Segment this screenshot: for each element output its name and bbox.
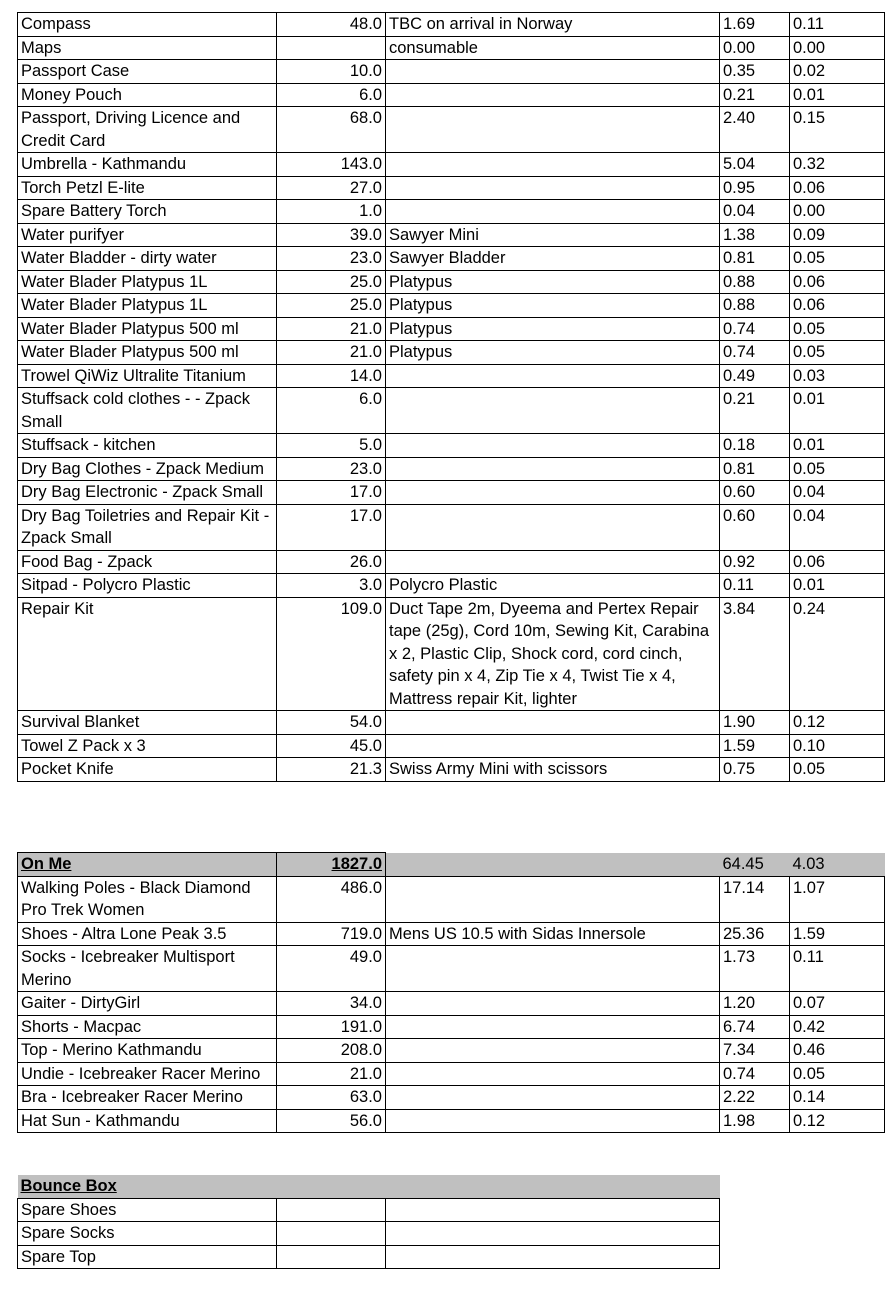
notes: Sawyer Bladder xyxy=(386,247,720,271)
item-name: Water Blader Platypus 500 ml xyxy=(18,317,277,341)
oz-value: 25.36 xyxy=(720,922,790,946)
table-row xyxy=(18,364,885,388)
oz-value: 7.34 xyxy=(720,1039,790,1063)
weight-value: 21.0 xyxy=(277,317,386,341)
oz-value: 0.74 xyxy=(720,341,790,365)
table-row xyxy=(18,13,885,37)
notes xyxy=(386,1222,720,1246)
lb-value: 1.59 xyxy=(790,922,885,946)
notes xyxy=(386,504,720,550)
table-row xyxy=(18,481,885,505)
table-row xyxy=(18,876,885,922)
lb-value: 0.05 xyxy=(790,758,885,782)
weight-value: 49.0 xyxy=(277,946,386,992)
lb-value: 0.46 xyxy=(790,1039,885,1063)
on-me-oz: 64.45 xyxy=(720,853,790,877)
oz-value: 1.59 xyxy=(720,734,790,758)
oz-value: 0.18 xyxy=(720,434,790,458)
item-name: Spare Socks xyxy=(18,1222,277,1246)
notes xyxy=(386,481,720,505)
on-me-table xyxy=(17,852,885,1133)
table-row xyxy=(18,153,885,177)
weight-value: 27.0 xyxy=(277,176,386,200)
table-row xyxy=(18,36,885,60)
on-me-blank xyxy=(386,853,720,877)
notes xyxy=(386,153,720,177)
lb-value: 0.01 xyxy=(790,574,885,598)
table-row xyxy=(18,60,885,84)
on-me-title: On Me xyxy=(18,853,277,877)
table-row xyxy=(18,388,885,434)
oz-value: 1.69 xyxy=(720,13,790,37)
lb-value: 0.06 xyxy=(790,550,885,574)
weight-value: 10.0 xyxy=(277,60,386,84)
weight-value: 208.0 xyxy=(277,1039,386,1063)
weight-value: 68.0 xyxy=(277,107,386,153)
oz-value: 1.90 xyxy=(720,711,790,735)
weight-value: 48.0 xyxy=(277,13,386,37)
oz-value: 6.74 xyxy=(720,1015,790,1039)
item-name: Dry Bag Clothes - Zpack Medium xyxy=(18,457,277,481)
notes xyxy=(386,388,720,434)
oz-value: 0.11 xyxy=(720,574,790,598)
item-name: Torch Petzl E-lite xyxy=(18,176,277,200)
lb-value: 0.10 xyxy=(790,734,885,758)
oz-value: 0.04 xyxy=(720,200,790,224)
item-name: Shoes - Altra Lone Peak 3.5 xyxy=(18,922,277,946)
item-name: Spare Battery Torch xyxy=(18,200,277,224)
table-row xyxy=(18,457,885,481)
bounce-box-title: Bounce Box xyxy=(18,1175,386,1198)
table-row xyxy=(18,574,885,598)
weight-value: 63.0 xyxy=(277,1086,386,1110)
item-name: Shorts - Macpac xyxy=(18,1015,277,1039)
notes xyxy=(386,1198,720,1222)
notes xyxy=(386,364,720,388)
oz-value: 3.84 xyxy=(720,597,790,711)
oz-value: 0.74 xyxy=(720,317,790,341)
table-row xyxy=(18,922,885,946)
table-row xyxy=(18,434,885,458)
item-name: Repair Kit xyxy=(18,597,277,711)
notes xyxy=(386,1109,720,1133)
table-row xyxy=(18,1198,720,1222)
weight-value: 3.0 xyxy=(277,574,386,598)
weight-value: 21.0 xyxy=(277,341,386,365)
item-name: Water purifyer xyxy=(18,223,277,247)
notes: Platypus xyxy=(386,341,720,365)
oz-value: 0.81 xyxy=(720,247,790,271)
notes: Mens US 10.5 with Sidas Innersole xyxy=(386,922,720,946)
item-name: Passport, Driving Licence and Credit Card xyxy=(18,107,277,153)
notes xyxy=(386,176,720,200)
weight-value: 109.0 xyxy=(277,597,386,711)
item-name: Food Bag - Zpack xyxy=(18,550,277,574)
table-row xyxy=(18,504,885,550)
weight-value: 26.0 xyxy=(277,550,386,574)
notes xyxy=(386,107,720,153)
oz-value: 0.21 xyxy=(720,83,790,107)
weight-value: 54.0 xyxy=(277,711,386,735)
weight-value: 143.0 xyxy=(277,153,386,177)
oz-value: 2.40 xyxy=(720,107,790,153)
lb-value: 0.01 xyxy=(790,434,885,458)
item-name: Compass xyxy=(18,13,277,37)
notes: TBC on arrival in Norway xyxy=(386,13,720,37)
item-name: Stuffsack - kitchen xyxy=(18,434,277,458)
lb-value: 0.05 xyxy=(790,1062,885,1086)
table-row xyxy=(18,247,885,271)
notes xyxy=(386,1086,720,1110)
oz-value: 0.88 xyxy=(720,294,790,318)
item-name: Sitpad - Polycro Plastic xyxy=(18,574,277,598)
notes xyxy=(386,1039,720,1063)
table-row xyxy=(18,1109,885,1133)
weight-value: 23.0 xyxy=(277,247,386,271)
notes xyxy=(386,946,720,992)
lb-value: 0.01 xyxy=(790,83,885,107)
lb-value: 0.12 xyxy=(790,711,885,735)
weight-value: 17.0 xyxy=(277,481,386,505)
item-name: Money Pouch xyxy=(18,83,277,107)
lb-value: 0.04 xyxy=(790,481,885,505)
weight-value: 21.3 xyxy=(277,758,386,782)
oz-value: 0.00 xyxy=(720,36,790,60)
lb-value: 0.06 xyxy=(790,294,885,318)
notes xyxy=(386,1245,720,1269)
notes xyxy=(386,876,720,922)
notes: Duct Tape 2m, Dyeema and Pertex Repair tape (25g), Cord 10m, Sewing Kit, Carabina x 2, Plastic Clip, Shock cord, cord cinch, safety pin x 4, Zip Tie x 4, Twist Tie x 4, Mattress repair Kit, lighter xyxy=(386,597,720,711)
weight-value: 486.0 xyxy=(277,876,386,922)
oz-value: 0.49 xyxy=(720,364,790,388)
notes: Polycro Plastic xyxy=(386,574,720,598)
oz-value: 2.22 xyxy=(720,1086,790,1110)
notes xyxy=(386,992,720,1016)
oz-value: 0.60 xyxy=(720,481,790,505)
table-row xyxy=(18,107,885,153)
item-name: Stuffsack cold clothes - - Zpack Small xyxy=(18,388,277,434)
notes: Sawyer Mini xyxy=(386,223,720,247)
on-me-total: 1827.0 xyxy=(277,853,386,877)
oz-value: 0.95 xyxy=(720,176,790,200)
item-name: Towel Z Pack x 3 xyxy=(18,734,277,758)
table-row xyxy=(18,176,885,200)
table-row xyxy=(18,83,885,107)
oz-value: 5.04 xyxy=(720,153,790,177)
lb-value: 0.02 xyxy=(790,60,885,84)
oz-value: 17.14 xyxy=(720,876,790,922)
oz-value: 0.88 xyxy=(720,270,790,294)
bounce-box-header-row xyxy=(18,1175,720,1198)
notes xyxy=(386,457,720,481)
notes: consumable xyxy=(386,36,720,60)
weight-value xyxy=(277,1222,386,1246)
lb-value: 0.00 xyxy=(790,36,885,60)
item-name: Pocket Knife xyxy=(18,758,277,782)
weight-value xyxy=(277,36,386,60)
item-name: Water Blader Platypus 500 ml xyxy=(18,341,277,365)
lb-value: 1.07 xyxy=(790,876,885,922)
oz-value: 0.75 xyxy=(720,758,790,782)
table-row xyxy=(18,1086,885,1110)
lb-value: 0.05 xyxy=(790,457,885,481)
lb-value: 0.00 xyxy=(790,200,885,224)
bounce-box-table xyxy=(17,1175,720,1269)
notes xyxy=(386,550,720,574)
weight-value: 45.0 xyxy=(277,734,386,758)
on-me-lb: 4.03 xyxy=(790,853,885,877)
table-row xyxy=(18,711,885,735)
table-row xyxy=(18,1015,885,1039)
lb-value: 0.32 xyxy=(790,153,885,177)
notes xyxy=(386,711,720,735)
weight-value: 23.0 xyxy=(277,457,386,481)
item-name: Trowel QiWiz Ultralite Titanium xyxy=(18,364,277,388)
lb-value: 0.04 xyxy=(790,504,885,550)
item-name: Dry Bag Electronic - Zpack Small xyxy=(18,481,277,505)
weight-value xyxy=(277,1198,386,1222)
weight-value xyxy=(277,1245,386,1269)
lb-value: 0.14 xyxy=(790,1086,885,1110)
item-name: Hat Sun - Kathmandu xyxy=(18,1109,277,1133)
weight-value: 21.0 xyxy=(277,1062,386,1086)
notes: Swiss Army Mini with scissors xyxy=(386,758,720,782)
notes xyxy=(386,60,720,84)
weight-value: 25.0 xyxy=(277,270,386,294)
weight-value: 719.0 xyxy=(277,922,386,946)
table-row xyxy=(18,317,885,341)
notes xyxy=(386,1015,720,1039)
weight-value: 39.0 xyxy=(277,223,386,247)
table-row xyxy=(18,270,885,294)
notes xyxy=(386,434,720,458)
item-name: Maps xyxy=(18,36,277,60)
table-row xyxy=(18,200,885,224)
notes xyxy=(386,200,720,224)
bounce-box-blank xyxy=(386,1175,720,1198)
oz-value: 0.21 xyxy=(720,388,790,434)
lb-value: 0.12 xyxy=(790,1109,885,1133)
lb-value: 0.06 xyxy=(790,270,885,294)
table-row xyxy=(18,758,885,782)
item-name: Water Bladder - dirty water xyxy=(18,247,277,271)
item-name: Water Blader Platypus 1L xyxy=(18,294,277,318)
weight-value: 6.0 xyxy=(277,388,386,434)
table-row xyxy=(18,597,885,711)
lb-value: 0.42 xyxy=(790,1015,885,1039)
item-name: Walking Poles - Black Diamond Pro Trek Women xyxy=(18,876,277,922)
table-row xyxy=(18,1062,885,1086)
item-name: Spare Top xyxy=(18,1245,277,1269)
weight-value: 56.0 xyxy=(277,1109,386,1133)
item-name: Top - Merino Kathmandu xyxy=(18,1039,277,1063)
weight-value: 6.0 xyxy=(277,83,386,107)
oz-value: 1.38 xyxy=(720,223,790,247)
lb-value: 0.05 xyxy=(790,341,885,365)
weight-value: 191.0 xyxy=(277,1015,386,1039)
table-row xyxy=(18,294,885,318)
gear-table-body xyxy=(18,13,885,782)
lb-value: 0.11 xyxy=(790,946,885,992)
lb-value: 0.05 xyxy=(790,247,885,271)
oz-value: 1.98 xyxy=(720,1109,790,1133)
item-name: Socks - Icebreaker Multisport Merino xyxy=(18,946,277,992)
item-name: Survival Blanket xyxy=(18,711,277,735)
item-name: Umbrella - Kathmandu xyxy=(18,153,277,177)
oz-value: 1.73 xyxy=(720,946,790,992)
oz-value: 0.74 xyxy=(720,1062,790,1086)
item-name: Bra - Icebreaker Racer Merino xyxy=(18,1086,277,1110)
weight-value: 25.0 xyxy=(277,294,386,318)
notes xyxy=(386,1062,720,1086)
oz-value: 1.20 xyxy=(720,992,790,1016)
table-row xyxy=(18,992,885,1016)
notes xyxy=(386,734,720,758)
notes xyxy=(386,83,720,107)
lb-value: 0.24 xyxy=(790,597,885,711)
weight-value: 5.0 xyxy=(277,434,386,458)
notes: Platypus xyxy=(386,317,720,341)
item-name: Gaiter - DirtyGirl xyxy=(18,992,277,1016)
oz-value: 0.60 xyxy=(720,504,790,550)
table-row xyxy=(18,734,885,758)
item-name: Dry Bag Toiletries and Repair Kit - Zpack Small xyxy=(18,504,277,550)
table-row xyxy=(18,550,885,574)
on-me-table-body xyxy=(18,876,885,1133)
weight-value: 34.0 xyxy=(277,992,386,1016)
notes: Platypus xyxy=(386,270,720,294)
lb-value: 0.03 xyxy=(790,364,885,388)
gear-table xyxy=(17,12,885,782)
table-row xyxy=(18,1222,720,1246)
lb-value: 0.09 xyxy=(790,223,885,247)
item-name: Undie - Icebreaker Racer Merino xyxy=(18,1062,277,1086)
lb-value: 0.05 xyxy=(790,317,885,341)
lb-value: 0.07 xyxy=(790,992,885,1016)
lb-value: 0.01 xyxy=(790,388,885,434)
item-name: Spare Shoes xyxy=(18,1198,277,1222)
table-row xyxy=(18,946,885,992)
oz-value: 0.81 xyxy=(720,457,790,481)
oz-value: 0.92 xyxy=(720,550,790,574)
item-name: Water Blader Platypus 1L xyxy=(18,270,277,294)
table-row xyxy=(18,223,885,247)
table-row xyxy=(18,1245,720,1269)
notes: Platypus xyxy=(386,294,720,318)
on-me-header-row xyxy=(18,853,885,877)
oz-value: 0.35 xyxy=(720,60,790,84)
weight-value: 1.0 xyxy=(277,200,386,224)
weight-value: 17.0 xyxy=(277,504,386,550)
table-row xyxy=(18,341,885,365)
item-name: Passport Case xyxy=(18,60,277,84)
lb-value: 0.11 xyxy=(790,13,885,37)
bounce-box-table-body xyxy=(18,1198,720,1269)
lb-value: 0.15 xyxy=(790,107,885,153)
lb-value: 0.06 xyxy=(790,176,885,200)
table-row xyxy=(18,1039,885,1063)
weight-value: 14.0 xyxy=(277,364,386,388)
